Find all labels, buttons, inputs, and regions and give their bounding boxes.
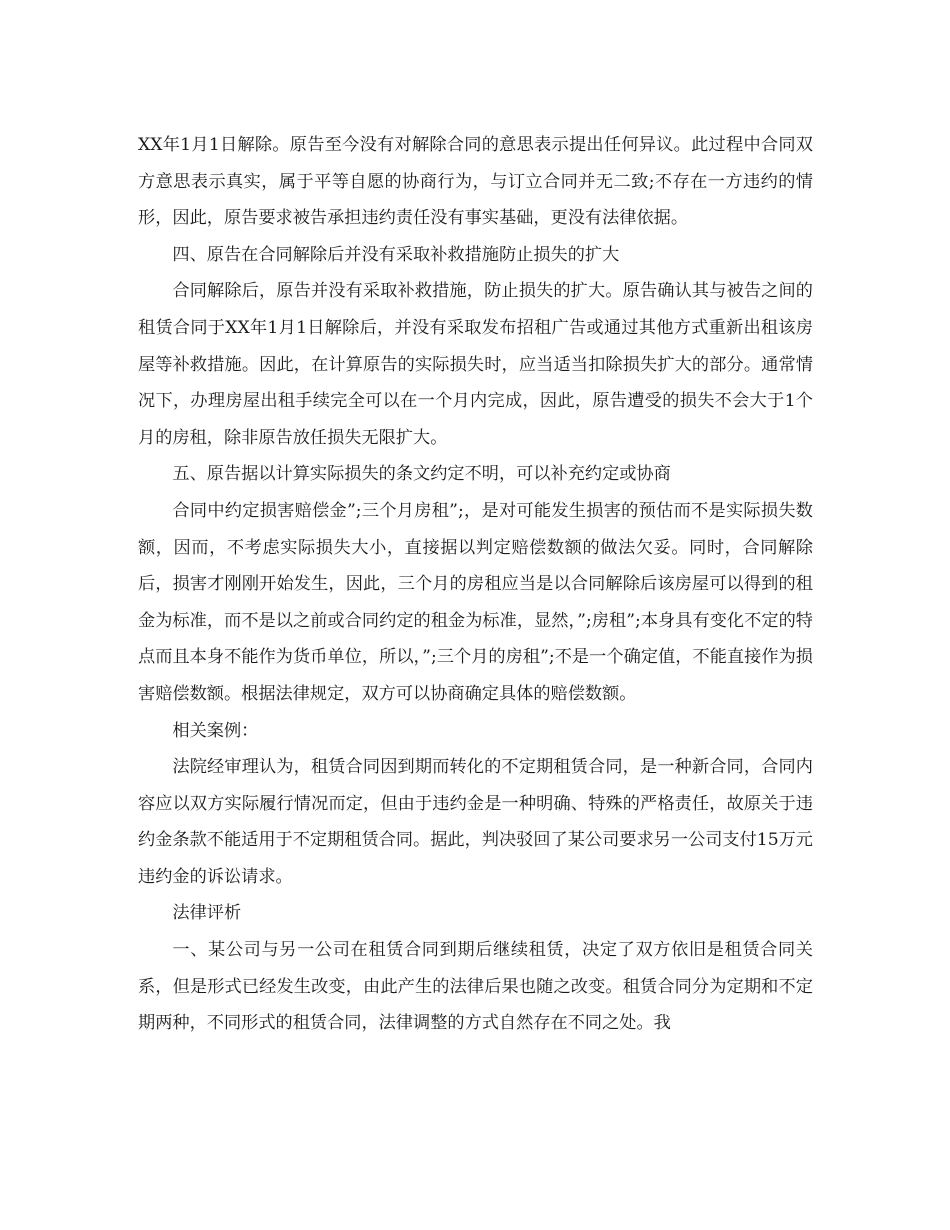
document-body — [138, 127, 813, 1042]
paragraph-continuation: XX年1月1日解除。原告至今没有对解除合同的意思表示提出任何异议。此过程中合同双方意思表示真实，属于平等自愿的协商行为，与订立合同并无二致;不存在一方违约的情形，因此，原告要求被告承担违约责任没有事实基础，更没有法律依据。 — [138, 135, 813, 229]
heading-point-four: 四、原告在合同解除后并没有采取补救措施防止损失的扩大 — [172, 244, 620, 265]
paragraph-mitigation: 合同解除后，原告并没有采取补救措施，防止损失的扩大。原告确认其与被告之间的租赁合同于XX年1月1日解除后，并没有采取发布招租广告或通过其他方式重新出租该房屋等补救措施。因此，在计算原告的实际损失时，应当适当扣除损失扩大的部分。通常情况下，办理房屋出租手续完全可以在一个月内完成，因此，原告遭受的损失不会大于1个月的房租，除非原告放任损失无限扩大。 — [138, 281, 813, 448]
heading-legal-analysis: 法律评析 — [172, 903, 242, 924]
paragraph-damages-clause: 合同中约定损害赔偿金”;三个月房租”;，是对可能发生损害的预估而不是实际损失数额，因而，不考虑实际损失大小，直接据以判定赔偿数额的做法欠妥。同时，合同解除后，损害才刚刚开始发生，因此，三个月的房租应当是以合同解除后该房屋可以得到的租金为标准，而不是以之前或合同约定的租金为标准，显然，”;房租”;本身具有变化不定的特点而且本身不能作为货币单位，所以，”;三个月的房租”;不是一个确定值，不能直接作为损害赔偿数额。根据法律规定，双方可以协商确定具体的赔偿数额。 — [138, 500, 813, 704]
paragraph-court-finding: 法院经审理认为，租赁合同因到期而转化的不定期租赁合同，是一种新合同，合同内容应以双方实际履行情况而定，但由于违约金是一种明确、特殊的严格责任，故原关于违约金条款不能适用于不定期租赁合同。据此，判决驳回了某公司要求另一公司支付15万元违约金的诉讼请求。 — [138, 757, 813, 887]
paragraph-analysis-one: 一、某公司与另一公司在租赁合同到期后继续租赁，决定了双方依旧是租赁合同关系，但是形式已经发生改变，由此产生的法律后果也随之改变。租赁合同分为定期和不定期两种，不同形式的租赁合同，法律调整的方式自然存在不同之处。我 — [138, 940, 813, 1034]
heading-related-case: 相关案例： — [172, 720, 259, 741]
heading-point-five: 五、原告据以计算实际损失的条文约定不明，可以补充约定或协商 — [172, 464, 671, 485]
